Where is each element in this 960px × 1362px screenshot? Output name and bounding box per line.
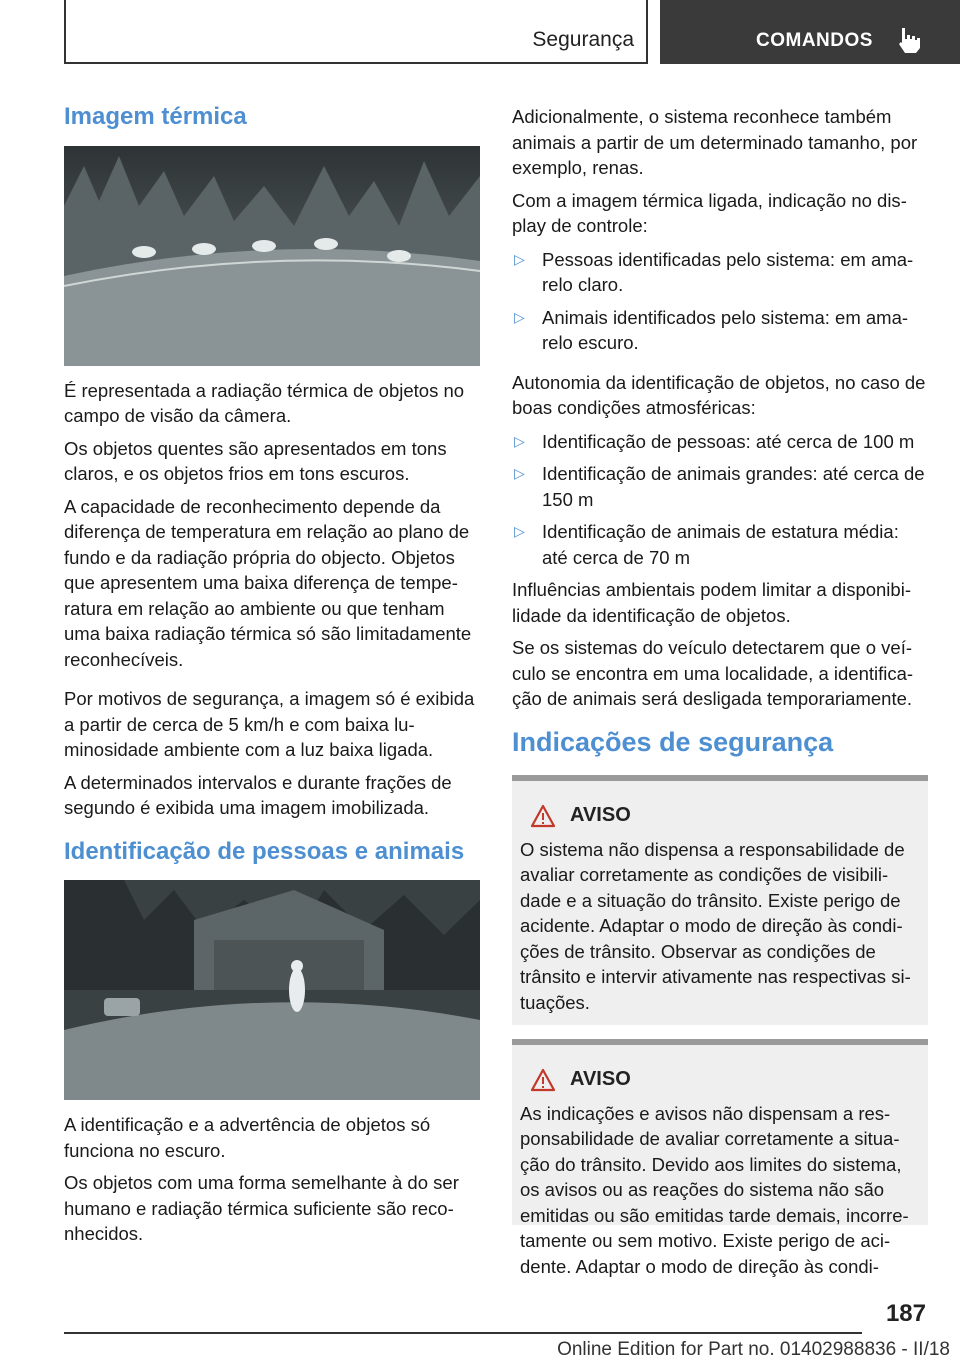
thermal-paragraph-3: A capacidade de reconhecimento depende da diferença de temperatura em relação ao plano de fundo e da radiação própria do objecto. Objetos que apresentem uma baixa diferença de temperatura em relação ao ambiente ou que tenham uma baixa radiação térmica só são limitadamente reconhecíveis. — [64, 495, 472, 670]
list-item: ▷ Animais identificados pelo sistema: em amarelo escuro. — [514, 306, 909, 353]
warning-box-2 — [512, 1039, 928, 1277]
warning-title: AVISO — [570, 804, 631, 826]
thermal-paragraph-1: É representada a radiação térmica de objetos no campo de visão da câmera. — [64, 379, 465, 426]
warning-text: O sistema não dispensa a responsabilidade de avaliar corretamente as condições de visibilidade e a situação do trânsito. Existe perigo de acidente. Adaptar o modo de direção às condições de trânsito. Observar as condições de trânsito e intervir ativamente nas respectivas situações. — [520, 838, 911, 1013]
footer-edition: Online Edition for Part no. 01402988836 - II/18 — [557, 1339, 950, 1360]
warning-text: As indicações e avisos não dispensam a responsabilidade de avaliar corretamente a situação do trânsito. Devido aos limites do sistema, os avisos ou as reações do sistema não são emitidas ou são emitidas tarde demais, incorretamente ou sem motivo. Existe perigo de acidente. Adaptar o modo de direção às condi- — [520, 1102, 909, 1277]
thermal-image-animals-figure — [64, 146, 480, 366]
thermal-paragraph-5: A determinados intervalos e durante frações de segundo é exibida uma imagem imobilizada. — [64, 771, 452, 818]
people-paragraph-2: Os objetos com uma forma semelhante à do ser humano e radiação térmica suficiente são reconhecidos. — [64, 1172, 459, 1244]
bullet-triangle-icon: ▷ — [514, 523, 525, 539]
right-paragraph-5: Se os sistemas do veículo detectarem que o veículo se encontra em uma localidade, a identificação de animais será desligada temporariamente. — [512, 637, 914, 709]
warning-title: AVISO — [570, 1068, 631, 1090]
list-item: ▷ Pessoas identificadas pelo sistema: em amarelo claro. — [514, 248, 914, 295]
thermal-paragraph-2: Os objetos quentes são apresentados em tons claros, e os objetos frios em tons escuros. — [64, 437, 447, 484]
header-section-box — [64, 0, 648, 64]
list-item: ▷ Identificação de animais de estatura média: até cerca de 70 m — [514, 521, 899, 568]
bullet-triangle-icon: ▷ — [514, 465, 525, 481]
header-section-title: Segurança — [532, 28, 634, 51]
thermal-image-pedestrian-figure — [64, 880, 480, 1100]
footer-divider — [64, 1332, 862, 1334]
bullet-triangle-icon: ▷ — [514, 432, 525, 449]
right-paragraph-1: Adicionalmente, o sistema reconhece também animais a partir de um determinado tamanho, por exemplo, renas. — [512, 106, 918, 178]
warning-triangle-icon — [530, 804, 556, 828]
pointing-hand-icon — [896, 26, 922, 54]
heading-safety-notes: Indicações de segurança — [512, 726, 834, 757]
thermal-paragraph-4: Por motivos de segurança, a imagem só é exibida a partir de cerca de 5 km/h e com baixa luminosidade ambiente com a luz baixa ligada. — [64, 688, 475, 760]
page-number: 187 — [885, 1300, 926, 1327]
list-item: ▷ Identificação de animais grandes: até cerca de 150 m — [514, 463, 925, 510]
header-chapter-title: COMANDOS — [756, 30, 873, 51]
bullet-triangle-icon: ▷ — [514, 308, 525, 325]
people-paragraph-1: A identificação e a advertência de objetos só funciona no escuro. — [64, 1114, 431, 1161]
bullet-triangle-icon: ▷ — [514, 250, 525, 267]
left-column — [64, 104, 482, 1254]
list-item: ▷ Identificação de pessoas: até cerca de 100 m — [512, 429, 928, 455]
heading-people-animals: Identificação de pessoas e animais — [64, 837, 465, 865]
header-chapter-tab — [660, 0, 960, 64]
warning-box-1 — [512, 775, 928, 1025]
warning-triangle-icon — [530, 1068, 556, 1092]
heading-thermal-image: Imagem térmica — [64, 103, 247, 130]
right-paragraph-3: Autonomia da identificação de objetos, no caso de boas condições atmosféricas: — [512, 371, 926, 418]
right-paragraph-2: Com a imagem térmica ligada, indicação no display de controle: — [512, 189, 907, 236]
right-column — [512, 104, 928, 1277]
right-paragraph-4: Influências ambientais podem limitar a disponibilidade da identificação de objetos. — [512, 579, 911, 626]
